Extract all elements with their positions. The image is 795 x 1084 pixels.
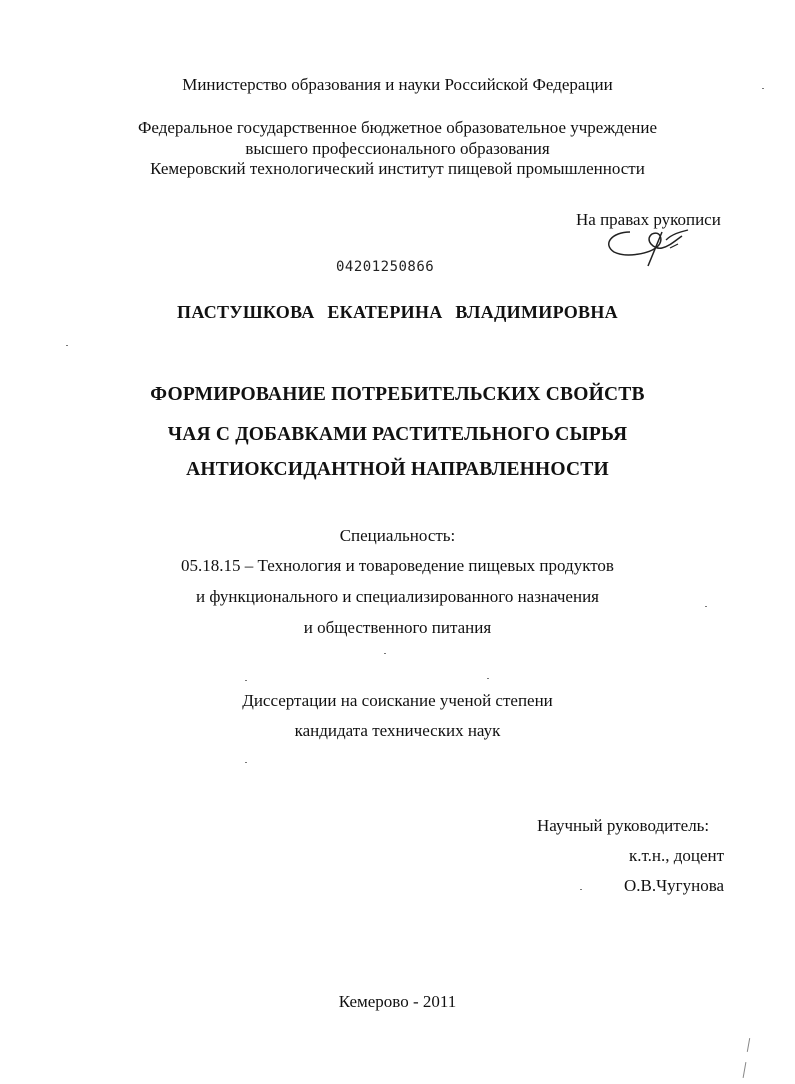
title-line-3: АНТИОКСИДАНТНОЙ НАПРАВЛЕННОСТИ [186,459,609,480]
institution-line-2: высшего профессионального образования [245,139,550,158]
institution-line-3: Кемеровский технологический институт пищевой промышленности [150,159,645,178]
ministry-line: Министерство образования и науки Российской Федерации [182,75,613,94]
scan-scratch [743,1062,747,1078]
author-name: ПАСТУШКОВА ЕКАТЕРИНА ВЛАДИМИРОВНА [177,302,618,322]
title-line-2: ЧАЯ С ДОБАВКАМИ РАСТИТЕЛЬНОГО СЫРЬЯ [167,424,628,445]
scan-speck [66,345,68,346]
scan-speck [487,678,489,679]
degree-line-1: Диссертации на соискание ученой степени [242,691,553,710]
degree-line-2: кандидата технических наук [294,721,501,740]
supervisor-label: Научный руководитель: [537,816,710,835]
manuscript-note: На правах рукописи [576,210,721,229]
scan-speck [384,653,386,654]
specialty-line-1: 05.18.15 – Технология и товароведение пищевых продуктов [181,556,614,575]
catalog-code: 04201250866 [336,259,435,275]
scan-speck [762,88,764,89]
supervisor-credentials: к.т.н., доцент [629,846,725,865]
institution-line-1: Федеральное государственное бюджетное образовательное учреждение [137,118,658,137]
signature [600,218,700,268]
scan-speck [245,762,247,763]
scan-speck [705,606,707,607]
specialty-line-2: и функционального и специализированного назначения [195,587,599,606]
specialty-label: Специальность: [339,526,456,545]
scan-scratch [747,1038,750,1052]
title-line-1: ФОРМИРОВАНИЕ ПОТРЕБИТЕЛЬСКИХ СВОЙСТВ [150,384,645,405]
supervisor-name: О.В.Чугунова [624,876,725,895]
scan-speck [245,680,247,681]
specialty-line-3: и общественного питания [303,618,492,637]
scan-speck [580,889,582,890]
city-year: Кемерово - 2011 [338,992,457,1011]
